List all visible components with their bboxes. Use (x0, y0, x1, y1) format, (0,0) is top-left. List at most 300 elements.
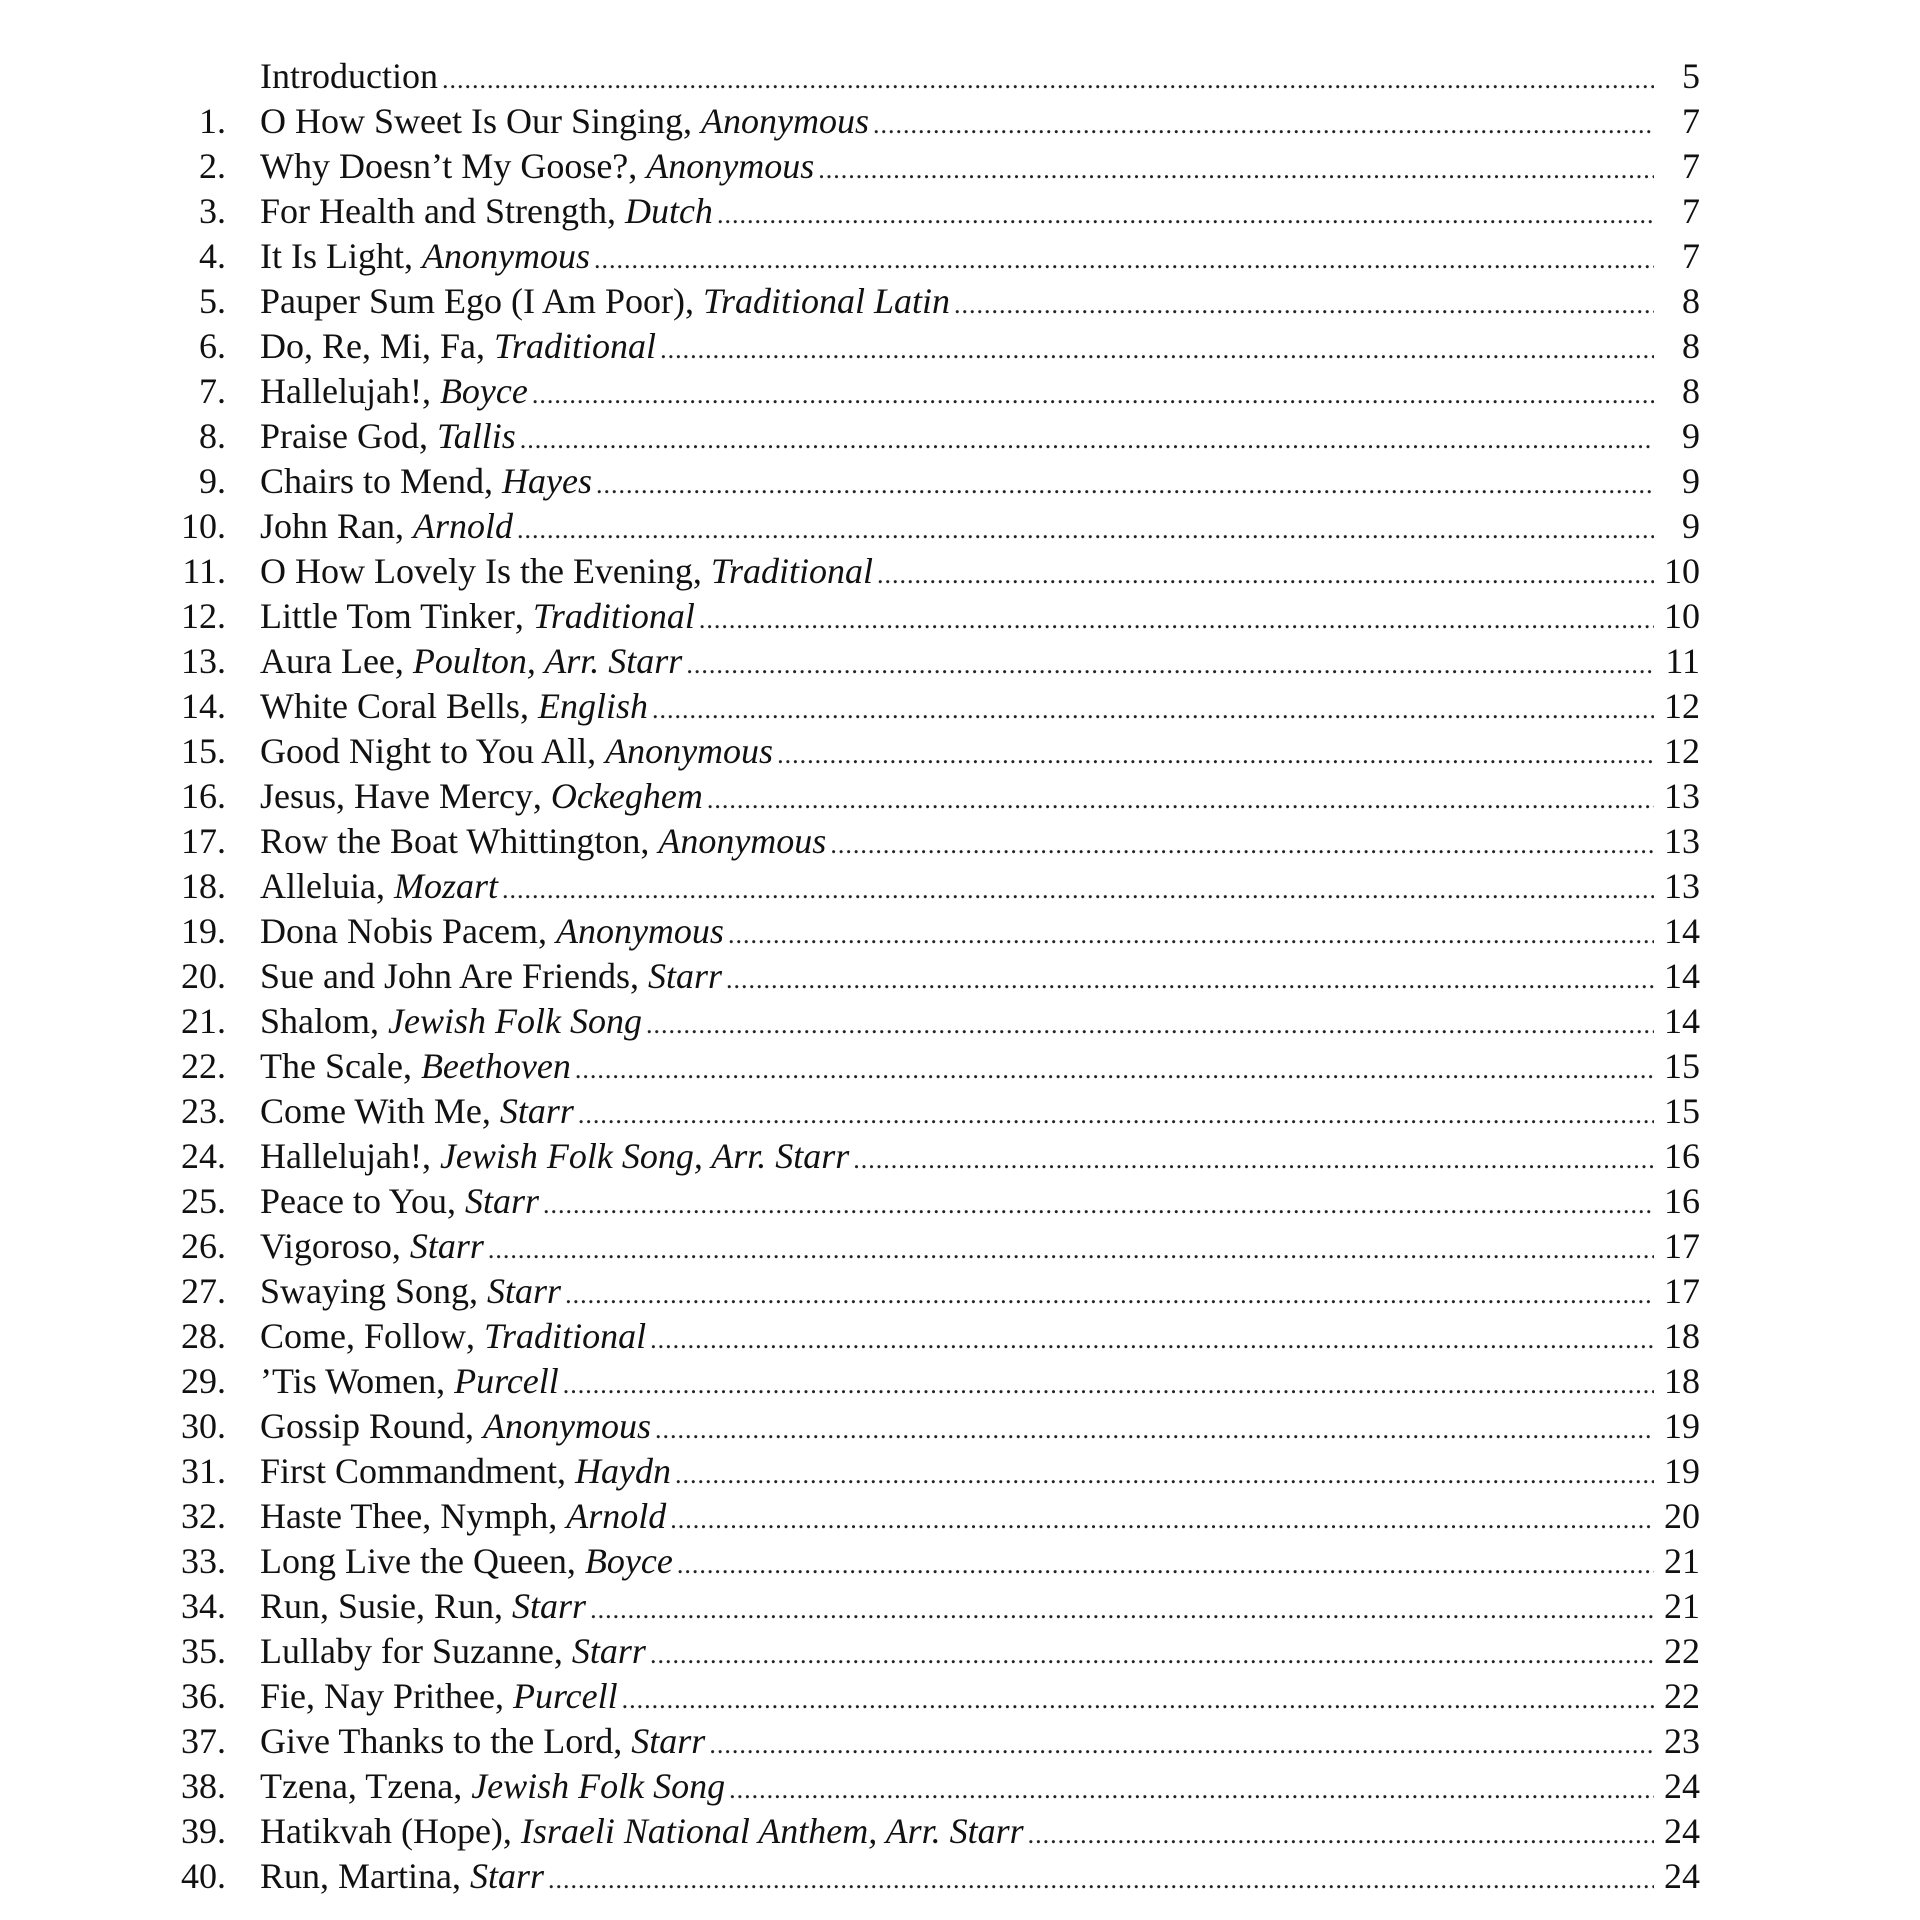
entry-body (260, 1224, 1700, 1272)
dot-leader (650, 1632, 1654, 1677)
entry-page-number: 24 (1664, 1856, 1700, 1896)
entry-page-number: 24 (1664, 1811, 1700, 1851)
toc-entry (0, 1134, 1920, 1179)
entry-page-number: 10 (1664, 596, 1700, 636)
toc-entry (0, 369, 1920, 414)
entry-composer: Traditional (494, 326, 657, 366)
entry-body (260, 1089, 1700, 1137)
entry-page-number: 19 (1664, 1451, 1700, 1491)
entry-separator: , (481, 1091, 500, 1131)
entry-title: Pauper Sum Ego (I Am Poor) (260, 281, 685, 321)
entry-title: Run, Susie, Run (260, 1586, 495, 1626)
entry-number: 31. (181, 1451, 226, 1491)
entry-separator: , (606, 191, 625, 231)
entry-body (260, 1404, 1700, 1452)
entry-composer: Anonymous (605, 731, 774, 771)
dot-leader (590, 1587, 1654, 1632)
toc-entry (0, 549, 1920, 594)
entry-body (260, 1359, 1700, 1407)
entry-page-number: 24 (1664, 1766, 1700, 1806)
entry-composer: Starr (571, 1631, 646, 1671)
entry-title: Aura Lee (260, 641, 395, 681)
entry-composer: Anonymous (555, 911, 724, 951)
entry-composer: Starr (499, 1091, 574, 1131)
entry-separator: , (613, 1721, 632, 1761)
entry-body (260, 99, 1700, 147)
entry-page-number: 8 (1682, 281, 1700, 321)
entry-page-number: 20 (1664, 1496, 1700, 1536)
entry-body (260, 1764, 1700, 1812)
entry-page-number: 18 (1664, 1361, 1700, 1401)
entry-page-number: 15 (1664, 1046, 1700, 1086)
dot-leader (655, 1407, 1654, 1452)
dot-leader (877, 552, 1654, 597)
entry-title: Row the Boat Whittington (260, 821, 641, 861)
dot-leader (853, 1137, 1654, 1182)
entry-number: 38. (181, 1766, 226, 1806)
entry-composer: Arnold (566, 1496, 667, 1536)
entry-number: 12. (181, 596, 226, 636)
toc-entry (0, 234, 1920, 279)
toc-entry (0, 1314, 1920, 1359)
entry-separator: , (548, 1496, 567, 1536)
dot-leader (594, 237, 1654, 282)
entry-title: Sue and John Are Friends (260, 956, 630, 996)
entry-title: Give Thanks to the Lord (260, 1721, 614, 1761)
entry-body (260, 369, 1700, 417)
dot-leader (677, 1542, 1654, 1587)
entry-composer: Purcell (512, 1676, 618, 1716)
dot-leader (575, 1047, 1654, 1092)
dot-leader (563, 1362, 1654, 1407)
toc-entry (0, 324, 1920, 369)
entry-separator: , (494, 1676, 513, 1716)
entry-body (260, 864, 1700, 912)
entry-title: Dona Nobis Pacem (260, 911, 538, 951)
entry-composer: Purcell (454, 1361, 559, 1401)
entry-number: 20. (181, 956, 226, 996)
dot-leader (520, 417, 1654, 462)
entry-title: Good Night to You All (260, 731, 588, 771)
entry-title: ’Tis Women (260, 1361, 437, 1401)
toc-entry (0, 1089, 1920, 1134)
entry-number: 11. (182, 551, 226, 591)
entry-number: 24. (181, 1136, 226, 1176)
entry-page-number: 12 (1664, 686, 1700, 726)
entry-number: 17. (181, 821, 226, 861)
entry-composer: Poulton, Arr. Starr (412, 641, 683, 681)
entry-composer: English (537, 686, 648, 726)
toc-entry (0, 1449, 1920, 1494)
toc-entry (0, 1224, 1920, 1269)
entry-page-number: 10 (1664, 551, 1700, 591)
entry-body (260, 324, 1700, 372)
entry-composer: Mozart (393, 866, 498, 906)
entry-number: 13. (181, 641, 226, 681)
entry-separator: , (628, 146, 647, 186)
entry-body (260, 1179, 1700, 1227)
toc-entry (0, 189, 1920, 234)
toc-entry (0, 54, 1920, 99)
entry-page-number: 9 (1682, 461, 1700, 501)
entry-separator: , (469, 1271, 488, 1311)
entry-separator: , (494, 1586, 513, 1626)
toc-entry (0, 639, 1920, 684)
toc-entry (0, 1764, 1920, 1809)
entry-number: 15. (181, 731, 226, 771)
entry-number: 6. (199, 326, 226, 366)
entry-page-number: 16 (1664, 1181, 1700, 1221)
entry-composer: Traditional (484, 1316, 647, 1356)
dot-leader (699, 597, 1654, 642)
entry-number: 29. (181, 1361, 226, 1401)
dot-leader (777, 732, 1654, 777)
entry-number: 2. (199, 146, 226, 186)
dot-leader (517, 507, 1654, 552)
entry-body (260, 819, 1700, 867)
entry-body (260, 1314, 1700, 1362)
entry-separator: , (403, 236, 422, 276)
entry-body (260, 774, 1700, 822)
entry-composer: Haydn (575, 1451, 671, 1491)
entry-number: 36. (181, 1676, 226, 1716)
entry-title: Chairs to Mend (260, 461, 484, 501)
entry-title: Praise God (260, 416, 419, 456)
toc-entry (0, 99, 1920, 144)
entry-separator: , (451, 1856, 470, 1896)
entry-number: 39. (181, 1811, 226, 1851)
entry-separator: , (375, 866, 394, 906)
entry-body (260, 999, 1700, 1047)
entry-page-number: 14 (1664, 1001, 1700, 1041)
toc-entry (0, 1809, 1920, 1854)
dot-leader (728, 912, 1654, 957)
entry-number: 26. (181, 1226, 226, 1266)
toc-entry (0, 819, 1920, 864)
entry-page-number: 13 (1664, 866, 1700, 906)
dot-leader (873, 102, 1654, 147)
dot-leader (726, 957, 1654, 1002)
entry-number: 19. (181, 911, 226, 951)
entry-separator: , (537, 911, 556, 951)
toc-entry (0, 1044, 1920, 1089)
entry-number: 35. (181, 1631, 226, 1671)
entry-composer: Traditional (532, 596, 695, 636)
entry-number: 9. (199, 461, 226, 501)
entry-title: Introduction (260, 56, 438, 96)
entry-number: 34. (181, 1586, 226, 1626)
entry-number: 33. (181, 1541, 226, 1581)
entry-page-number: 7 (1682, 101, 1700, 141)
dot-leader (675, 1452, 1654, 1497)
entry-composer: Anonymous (658, 821, 827, 861)
entry-title: Hallelujah! (260, 1136, 422, 1176)
entry-number: 27. (181, 1271, 226, 1311)
entry-composer: Beethoven (420, 1046, 571, 1086)
dot-leader (622, 1677, 1654, 1722)
entry-composer: Anonymous (700, 101, 869, 141)
entry-composer: Israeli National Anthem, Arr. Starr (520, 1811, 1024, 1851)
toc-entry (0, 1179, 1920, 1224)
entry-number: 7. (199, 371, 226, 411)
entry-title: Fie, Nay Prithee (260, 1676, 495, 1716)
dot-leader (565, 1272, 1654, 1317)
entry-body (260, 909, 1700, 957)
dot-leader (548, 1857, 1654, 1902)
entry-body (260, 1629, 1700, 1677)
entry-title: Long Live the Queen (260, 1541, 567, 1581)
entry-page-number: 7 (1682, 146, 1700, 186)
toc-entry (0, 774, 1920, 819)
entry-title: Shalom (260, 1001, 371, 1041)
entry-body (260, 1539, 1700, 1587)
entry-composer: Starr (631, 1721, 706, 1761)
entry-composer: Starr (512, 1586, 587, 1626)
entry-separator: , (519, 686, 538, 726)
entry-separator: , (418, 416, 437, 456)
toc-entry (0, 1674, 1920, 1719)
dot-leader (954, 282, 1654, 327)
entry-body (260, 549, 1700, 597)
entry-composer: Jewish Folk Song (388, 1001, 642, 1041)
entry-separator: , (465, 1406, 484, 1446)
entry-separator: , (476, 326, 494, 366)
entry-number: 30. (181, 1406, 226, 1446)
dot-leader (830, 822, 1654, 867)
dot-leader (717, 192, 1654, 237)
entry-separator: , (553, 1631, 572, 1671)
entry-title: Haste Thee, Nymph (260, 1496, 549, 1536)
entry-number: 8. (199, 416, 226, 456)
dot-leader (707, 777, 1654, 822)
toc-entry (0, 504, 1920, 549)
entry-number: 4. (199, 236, 226, 276)
toc-entry (0, 594, 1920, 639)
toc-entry (0, 954, 1920, 999)
entry-title: Vigoroso (260, 1226, 392, 1266)
toc-entry (0, 1854, 1920, 1899)
entry-separator: , (391, 1226, 410, 1266)
entry-title: Lullaby for Suzanne (260, 1631, 554, 1671)
entry-page-number: 15 (1664, 1091, 1700, 1131)
entry-separator: , (421, 1136, 440, 1176)
entry-title: Peace to You (260, 1181, 447, 1221)
entry-number: 18. (181, 866, 226, 906)
entry-page-number: 5 (1682, 56, 1700, 96)
entry-body (260, 1044, 1700, 1092)
entry-separator: , (370, 1001, 389, 1041)
entry-composer: Starr (647, 956, 722, 996)
entry-body (260, 144, 1700, 192)
entry-title: Come, Follow (260, 1316, 467, 1356)
dot-leader (646, 1002, 1654, 1047)
entry-separator: , (692, 551, 711, 591)
entry-title: Run, Martina (260, 1856, 452, 1896)
entry-page-number: 7 (1682, 236, 1700, 276)
entry-page-number: 9 (1682, 506, 1700, 546)
toc-entry (0, 1539, 1920, 1584)
entry-body (260, 189, 1700, 237)
entry-title: Hallelujah! (260, 371, 422, 411)
toc-entry (0, 1719, 1920, 1764)
toc-entry (0, 999, 1920, 1044)
entry-composer: Starr (487, 1271, 562, 1311)
dot-leader (596, 462, 1654, 507)
entry-title: Come With Me (260, 1091, 482, 1131)
dot-leader (652, 687, 1654, 732)
entry-separator: , (453, 1766, 472, 1806)
entry-number: 14. (181, 686, 226, 726)
entry-number: 23. (181, 1091, 226, 1131)
entry-separator: , (587, 731, 606, 771)
entry-title: The Scale (260, 1046, 403, 1086)
entry-separator: , (682, 101, 701, 141)
entry-body (260, 1269, 1700, 1317)
entry-page-number: 14 (1664, 911, 1700, 951)
entry-body (260, 1674, 1700, 1722)
entry-separator: , (483, 461, 502, 501)
entry-separator: , (447, 1181, 465, 1221)
entry-composer: Starr (469, 1856, 545, 1896)
entry-number: 21. (181, 1001, 226, 1041)
entry-body (260, 504, 1700, 552)
entry-number: 22. (181, 1046, 226, 1086)
entry-body (260, 954, 1700, 1002)
entry-page-number: 13 (1664, 776, 1700, 816)
toc-entry (0, 1584, 1920, 1629)
toc-entry (0, 414, 1920, 459)
entry-composer: Traditional Latin (702, 281, 951, 321)
dot-leader (502, 867, 1654, 912)
entry-number: 40. (181, 1856, 226, 1896)
entry-page-number: 18 (1664, 1316, 1700, 1356)
entry-separator: , (629, 956, 648, 996)
dot-leader (543, 1182, 1654, 1227)
entry-separator: , (395, 506, 413, 546)
entry-title: For Health and Strength (260, 191, 607, 231)
entry-page-number: 8 (1682, 326, 1700, 366)
entry-page-number: 16 (1664, 1136, 1700, 1176)
entry-separator: , (394, 641, 413, 681)
dot-leader (686, 642, 1654, 687)
entry-number: 10. (181, 506, 226, 546)
entry-number: 32. (181, 1496, 226, 1536)
entry-body (260, 459, 1700, 507)
entry-separator: , (421, 371, 440, 411)
table-of-contents (0, 54, 1920, 1899)
entry-separator: , (684, 281, 703, 321)
entry-title: It Is Light (260, 236, 404, 276)
toc-entry (0, 1359, 1920, 1404)
entry-title: Swaying Song (260, 1271, 470, 1311)
entry-separator: , (566, 1541, 585, 1581)
entry-composer: Boyce (439, 371, 528, 411)
entry-body (260, 1134, 1700, 1182)
entry-number: 1. (199, 101, 226, 141)
toc-entry (0, 1404, 1920, 1449)
toc-entry (0, 1629, 1920, 1674)
entry-title: Hatikvah (Hope) (260, 1811, 503, 1851)
entry-page-number: 13 (1664, 821, 1700, 861)
entry-composer: Dutch (624, 191, 713, 231)
entry-title: Why Doesn’t My Goose? (260, 146, 629, 186)
entry-title: Gossip Round (260, 1406, 466, 1446)
entry-title: John Ran (260, 506, 395, 546)
toc-entry (0, 684, 1920, 729)
dot-leader (729, 1767, 1654, 1812)
toc-entry (0, 864, 1920, 909)
entry-title: Tzena, Tzena (260, 1766, 454, 1806)
entry-composer: Traditional (710, 551, 873, 591)
entry-body (260, 639, 1700, 687)
entry-title: Little Tom Tinker (260, 596, 515, 636)
dot-leader (442, 57, 1654, 102)
entry-page-number: 23 (1664, 1721, 1700, 1761)
entry-composer: Anonymous (646, 146, 815, 186)
toc-entry (0, 729, 1920, 774)
entry-separator: , (436, 1361, 455, 1401)
toc-entry (0, 144, 1920, 189)
entry-composer: Hayes (501, 461, 592, 501)
entry-body (260, 1494, 1700, 1542)
entry-body (260, 234, 1700, 282)
entry-composer: Boyce (584, 1541, 673, 1581)
toc-entry (0, 909, 1920, 954)
dot-leader (650, 1317, 1654, 1362)
entry-composer: Jewish Folk Song (471, 1766, 726, 1806)
entry-body (260, 414, 1700, 462)
entry-separator: , (466, 1316, 485, 1356)
entry-body (260, 1854, 1700, 1902)
entry-title: Jesus, Have Mercy (260, 776, 533, 816)
entry-page-number: 21 (1664, 1586, 1700, 1626)
entry-body (260, 1449, 1700, 1497)
entry-number: 3. (199, 191, 226, 231)
entry-composer: Starr (465, 1181, 540, 1221)
entry-body (260, 729, 1700, 777)
entry-separator: , (514, 596, 533, 636)
entry-page-number: 17 (1664, 1226, 1700, 1266)
entry-page-number: 22 (1664, 1676, 1700, 1716)
entry-title: Alleluia (260, 866, 376, 906)
entry-composer: Tallis (436, 416, 516, 456)
dot-leader (532, 372, 1654, 417)
entry-page-number: 12 (1664, 731, 1700, 771)
entry-body (260, 1719, 1700, 1767)
toc-entry (0, 279, 1920, 324)
entry-composer: Starr (409, 1226, 484, 1266)
entry-composer: Arnold (413, 506, 514, 546)
entry-page-number: 19 (1664, 1406, 1700, 1446)
toc-entry (0, 1269, 1920, 1314)
entry-composer: Jewish Folk Song, Arr. Starr (439, 1136, 850, 1176)
entry-number: 25. (181, 1181, 226, 1221)
toc-entry (0, 1494, 1920, 1539)
entry-number: 16. (181, 776, 226, 816)
entry-body (260, 594, 1700, 642)
entry-body (260, 54, 1700, 102)
entry-number: 28. (181, 1316, 226, 1356)
entry-number: 5. (199, 281, 226, 321)
entry-title: O How Lovely Is the Evening (260, 551, 693, 591)
entry-number: 37. (181, 1721, 226, 1761)
entry-composer: Anonymous (421, 236, 590, 276)
entry-separator: , (502, 1811, 521, 1851)
dot-leader (670, 1497, 1654, 1542)
dot-leader (1028, 1812, 1654, 1857)
entry-body (260, 1809, 1700, 1857)
entry-page-number: 17 (1664, 1271, 1700, 1311)
